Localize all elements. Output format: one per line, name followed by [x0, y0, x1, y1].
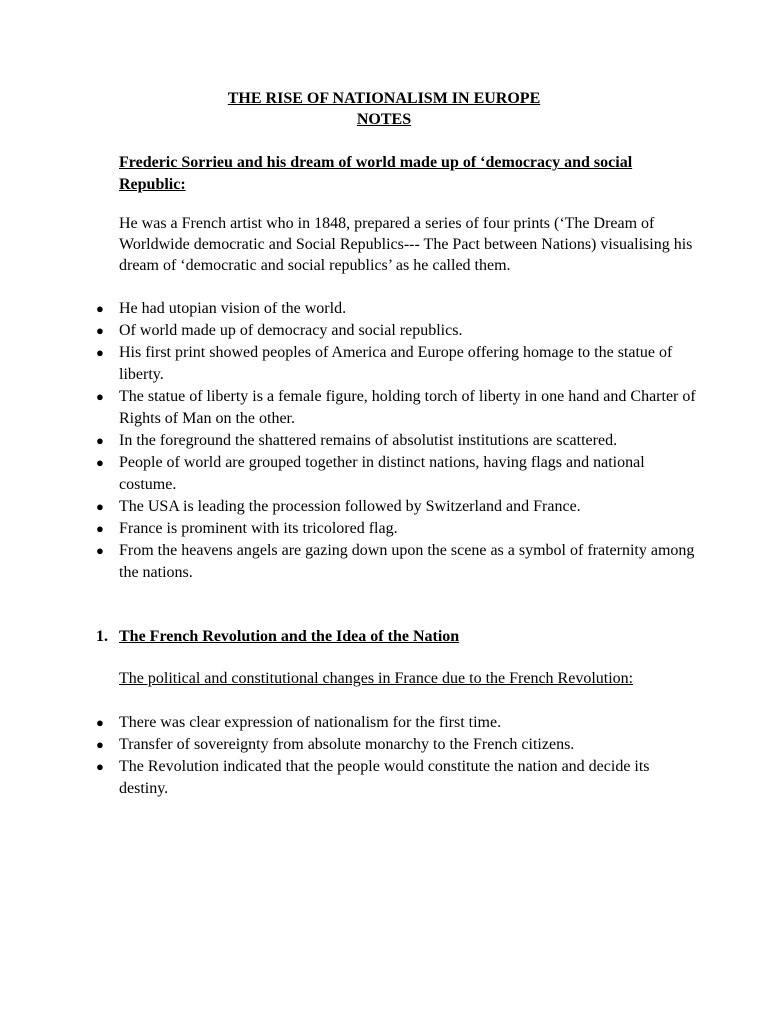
bullet-icon: ●: [96, 323, 104, 338]
list-item: [0, 540, 699, 584]
bullet-icon: ●: [96, 345, 104, 360]
list-item: [0, 386, 699, 430]
bullet-icon: ●: [96, 499, 104, 514]
list-item-text: In the foreground the shattered remains of absolutist institutions are scattered.: [119, 432, 618, 449]
list-item: [0, 298, 699, 320]
list-item: [0, 734, 699, 756]
list-item-text: There was clear expression of nationalism for the first time.: [119, 714, 502, 731]
list-item: [0, 342, 699, 386]
bullet-icon: ●: [96, 759, 104, 774]
list-item-text: From the heavens angels are gazing down upon the scene as a symbol of fraternity among the nations.: [119, 542, 695, 581]
bullet-icon: ●: [96, 389, 104, 404]
list-item-text: His first print showed peoples of America and Europe offering homage to the statue of liberty.: [119, 344, 673, 383]
list-item-text: The USA is leading the procession followed by Switzerland and France.: [119, 498, 581, 515]
subheading-political-changes: The political and constitutional changes in France due to the French Revolution:: [119, 670, 634, 687]
list-item: [0, 320, 699, 342]
list-item: [0, 756, 699, 800]
bullet-icon: ●: [96, 433, 104, 448]
list-item: [0, 518, 699, 540]
section-heading-sorrieu: Frederic Sorrieu and his dream of world made up of ‘democracy and social Republic:: [119, 154, 633, 193]
list-item-text: The Revolution indicated that the people would constitute the nation and decide its destiny.: [119, 758, 650, 797]
bullet-icon: ●: [96, 543, 104, 558]
bullet-icon: ●: [96, 455, 104, 470]
list-item: [0, 496, 699, 518]
list-item-text: People of world are grouped together in distinct nations, having flags and national costume.: [119, 454, 645, 493]
list-item-text: Of world made up of democracy and social republics.: [119, 322, 463, 339]
bullet-list-sorrieu: [0, 298, 768, 584]
list-item: [0, 452, 699, 496]
bullet-icon: ●: [96, 737, 104, 752]
document-subtitle: NOTES: [356, 111, 412, 128]
bullet-icon: ●: [96, 521, 104, 536]
list-item: [0, 712, 699, 734]
bullet-icon: ●: [96, 301, 104, 316]
list-item: [0, 430, 699, 452]
intro-paragraph: He was a French artist who in 1848, prepared a series of four prints (‘The Dream of Worldwide democratic and Social Republics--- The Pact between Nations) visualising his dream of ‘democratic and social republics’ as he called them.: [119, 215, 693, 274]
section-number: 1.: [96, 628, 108, 645]
list-item-text: Transfer of sovereignty from absolute monarchy to the French citizens.: [119, 736, 575, 753]
document-title: THE RISE OF NATIONALISM IN EUROPE: [227, 90, 541, 107]
bullet-list-french-revolution: [0, 712, 768, 800]
bullet-icon: ●: [96, 715, 104, 730]
section-heading-french-revolution: The French Revolution and the Idea of the Nation: [119, 628, 460, 645]
list-item-text: He had utopian vision of the world.: [119, 300, 347, 317]
list-item-text: The statue of liberty is a female figure, holding torch of liberty in one hand and Charter of Rights of Man on the other.: [119, 388, 696, 427]
list-item-text: France is prominent with its tricolored flag.: [119, 520, 398, 537]
